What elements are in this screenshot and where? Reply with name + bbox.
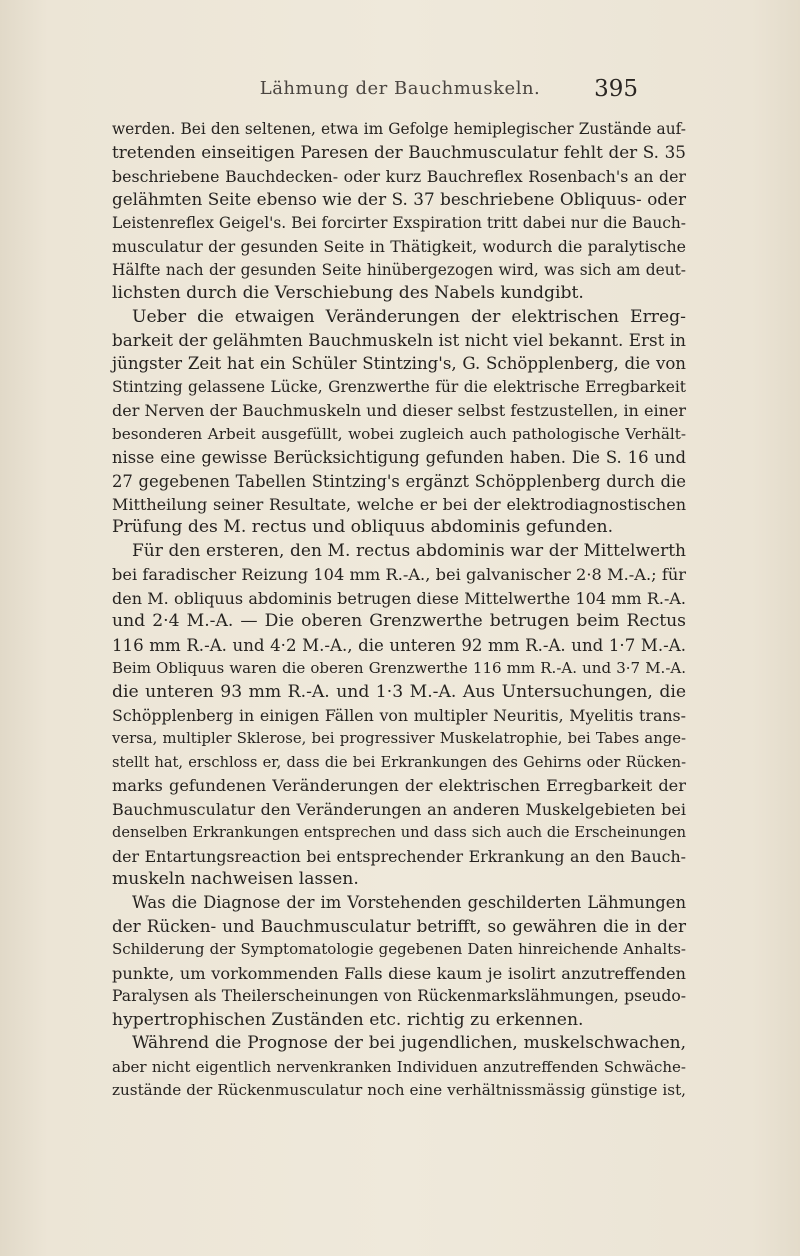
text-line: Schöpplenberg in einigen Fällen von multipler Neuritis, Myelitis trans- (112, 705, 686, 725)
text-line: Schilderung der Symptomatologie gegebenen Daten hinreichende Anhalts- (112, 940, 686, 959)
text-line: der Rücken- und Bauchmusculatur betrifft, so gewähren die in der (112, 915, 686, 936)
text-line: punkte, um vorkommenden Falls diese kaum je isolirt anzutreffenden (112, 963, 686, 983)
text-line: muskeln nachweisen lassen. (112, 869, 359, 889)
text-line: hypertrophischen Zuständen etc. richtig zu erkennen. (112, 1009, 584, 1030)
running-head: Lähmung der Bauchmuskeln. (259, 78, 541, 99)
text-line: beschriebene Bauchdecken- oder kurz Bauchreflex Rosenbach's an der (112, 166, 686, 186)
text-line: gelähmten Seite ebenso wie der S. 37 beschriebene Obliquus- oder (112, 189, 686, 210)
page-number: 395 (594, 76, 638, 102)
text-line: Ueber die etwaigen Veränderungen der elektrischen Erreg- (132, 306, 686, 327)
text-line: nisse eine gewisse Berücksichtigung gefunden haben. Die S. 16 und (112, 448, 686, 468)
text-line: der Nerven der Bauchmuskeln und dieser selbst festzustellen, in einer (112, 401, 686, 421)
text-line: Beim Obliquus waren die oberen Grenzwerthe 116 mm R.-A. und 3·7 M.-A. (112, 659, 686, 678)
text-line: Mittheilung seiner Resultate, welche er bei der elektrodiagnostischen (112, 495, 686, 514)
text-line: Paralysen als Theilerscheinungen von Rückenmarkslähmungen, pseudo- (112, 987, 686, 1006)
text-line: die unteren 93 mm R.-A. und 1·3 M.-A. Aus Untersuchungen, die (112, 681, 686, 702)
text-line: Hälfte nach der gesunden Seite hinübergezogen wird, was sich am deut- (112, 260, 686, 279)
text-line: lichsten durch die Verschiebung des Nabels kundgibt. (112, 283, 584, 304)
text-line: und 2·4 M.-A. — Die oberen Grenzwerthe betrugen beim Rectus (112, 611, 686, 632)
text-line: Während die Prognose der bei jugendlichen, muskelschwachen, (132, 1033, 686, 1054)
text-line: 116 mm R.-A. und 4·2 M.-A., die unteren 92 mm R.-A. und 1·7 M.-A. (112, 635, 686, 655)
text-line: zustände der Rückenmusculatur noch eine verhältnissmässig günstige ist, (112, 1080, 686, 1099)
text-line: jüngster Zeit hat ein Schüler Stintzing's, G. Schöpplenberg, die von (112, 354, 686, 374)
text-line: Leistenreflex Geigel's. Bei forcirter Exspiration tritt dabei nur die Bauch- (112, 213, 686, 232)
text-line: besonderen Arbeit ausgefüllt, wobei zugleich auch pathologische Verhält- (112, 424, 686, 443)
body-text (112, 118, 686, 1102)
text-line: denselben Erkrankungen entsprechen und dass sich auch die Erscheinungen (112, 824, 686, 842)
text-line: Was die Diagnose der im Vorstehenden geschilderten Lähmungen (132, 893, 686, 913)
text-line: Bauchmusculatur den Veränderungen an anderen Muskelgebieten bei (112, 799, 686, 819)
text-line: musculatur der gesunden Seite in Thätigkeit, wodurch die paralytische (112, 237, 686, 257)
text-line: marks gefundenen Veränderungen der elektrischen Erregbarkeit der (112, 776, 686, 796)
text-line: barkeit der gelähmten Bauchmuskeln ist nicht viel bekannt. Erst in (112, 329, 686, 350)
text-line: bei faradischer Reizung 104 mm R.-A., bei galvanischer 2·8 M.-A.; für (112, 565, 686, 585)
text-line: stellt hat, erschloss er, dass die bei Erkrankungen des Gehirns oder Rücken- (112, 753, 686, 771)
text-line: aber nicht eigentlich nervenkranken Individuen anzutreffenden Schwäche- (112, 1057, 686, 1076)
page-header (0, 76, 800, 106)
text-line: Stintzing gelassene Lücke, Grenzwerthe für die elektrische Erregbarkeit (112, 377, 686, 396)
text-line: der Entartungsreaction bei entsprechender Erkrankung an den Bauch- (112, 846, 686, 866)
text-line: werden. Bei den seltenen, etwa im Gefolge hemiplegischer Zustände auf- (112, 120, 686, 138)
text-line: Prüfung des M. rectus und obliquus abdominis gefunden. (112, 517, 614, 538)
text-line: tretenden einseitigen Paresen der Bauchmusculatur fehlt der S. 35 (112, 142, 686, 163)
text-line: Für den ersteren, den M. rectus abdominis war der Mittelwerth (132, 540, 686, 561)
text-line: versa, multipler Sklerose, bei progressiver Muskelatrophie, bei Tabes ange- (112, 730, 686, 748)
text-line: den M. obliquus abdominis betrugen diese Mittelwerthe 104 mm R.-A. (112, 588, 686, 608)
text-line: 27 gegebenen Tabellen Stintzing's ergänzt Schöpplenberg durch die (112, 471, 686, 491)
